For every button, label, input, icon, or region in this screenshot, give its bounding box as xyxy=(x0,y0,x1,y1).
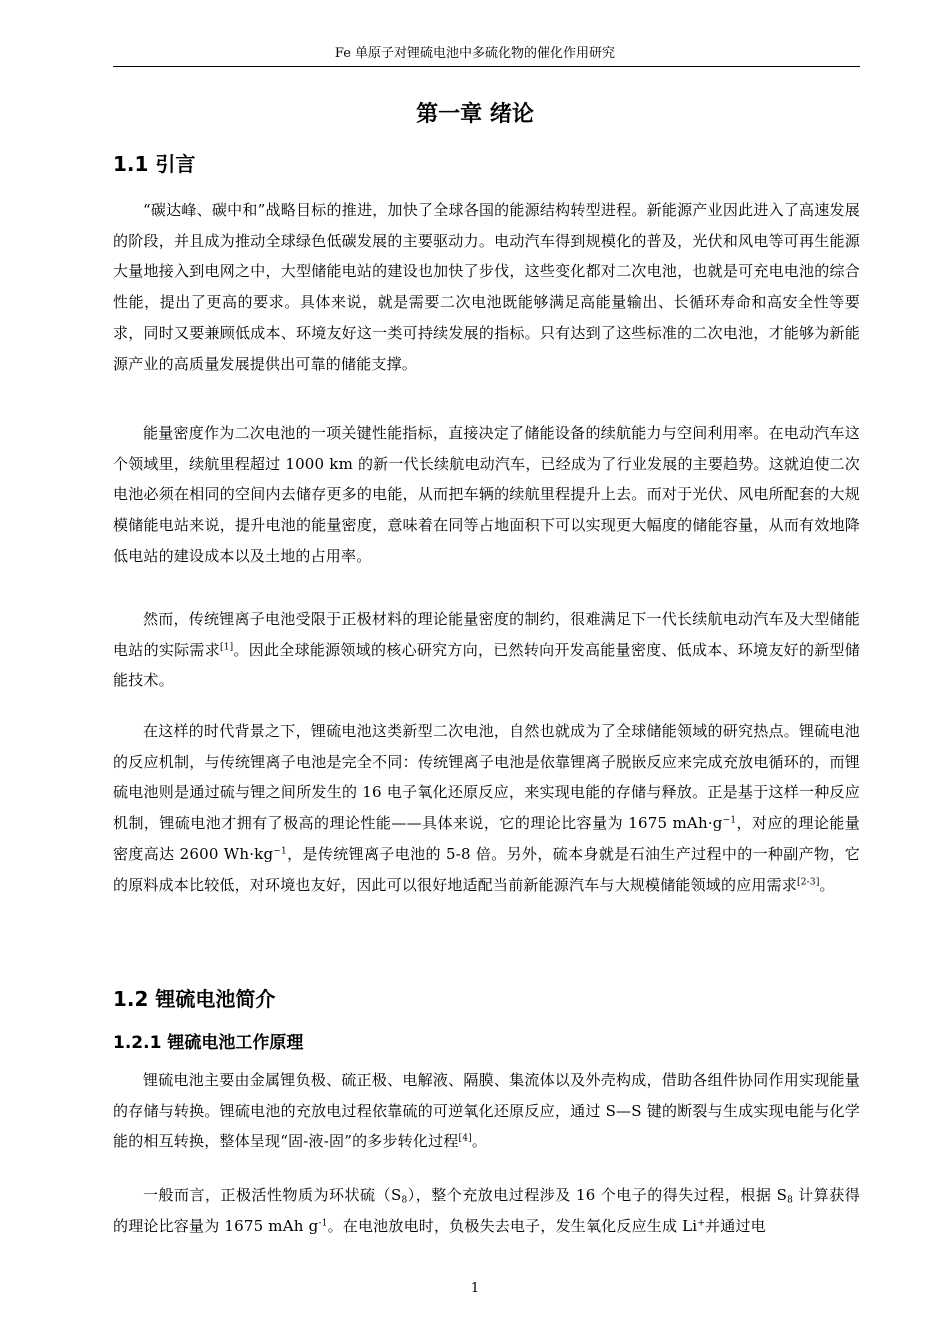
paragraph-2: 能量密度作为二次电池的一项关键性能指标，直接决定了储能设备的续航能力与空间利用率。在电动汽车这个领域里，续航里程超过 1000 km 的新一代长续航电动汽车，已经成为了行业发展的主要趋势。这就迫使二次电池必须在相同的空间内去储存更多的电能，从而把车辆的续航里程提升上去。而对于光伏、风电所配套的大规模储能电站来说，提升电池的能量密度，意味着在同等占地面积下可以实现更大幅度的储能容量，从而有效地降低电站的建设成本以及土地的占用率。 xyxy=(113,424,860,565)
paragraph-4 xyxy=(113,716,860,900)
subscript-8: 8 xyxy=(401,1195,408,1206)
paragraph-4-text: 在这样的时代背景之下，锂硫电池这类新型二次电池，自然也就成为了全球储能领域的研究热点。锂硫电池的反应机制，与传统锂离子电池是完全不同：传统锂离子电池是依靠锂离子脱嵌反应来完成充放电循环的，而锂硫电池则是通过硫与锂之间所发生的 16 电子氧化还原反应，来实现电能的存储与释放。正是基于这样一种反应机制，锂硫电池才拥有了极高的理论性能——具体来说，它的理论比容量为 1675 mAh·g xyxy=(113,722,860,833)
section-heading-1-2: 1.2 锂硫电池简介 xyxy=(113,987,276,1011)
paragraph-4-text-mid2: ，是传统锂离子电池的 5-8 倍。另外，硫本身就是石油生产过程中的一种副产物，它的原料成本比较低，对环境也友好，因此可以很好地适配当前新能源汽车与大规模储能领域的应用需求 xyxy=(113,844,860,894)
chapter-title: 第一章 绪论 xyxy=(416,102,534,127)
paragraph-6-text: ），整个充放电过程涉及 16 个电子的得失过程，根据 S xyxy=(407,1186,788,1204)
paragraph-6-text: 。在电池放电时，负极失去电子，发生氧化反应生成 Li xyxy=(327,1216,698,1235)
paragraph-5 xyxy=(113,1065,860,1157)
citation-1: [1] xyxy=(220,642,234,653)
paragraph-3-text: 然而，传统锂离子电池受限于正极材料的理论能量密度的制约，很难满足下一代长续航电动汽车及大型储能电站的实际需求 xyxy=(113,610,860,659)
paragraph-6-text: 并通过电 xyxy=(705,1216,766,1235)
running-header: Fe 单原子对锂硫电池中多硫化物的催化作用研究 xyxy=(334,46,616,61)
paragraph-3-text-tail: 。因此全球能源领域的核心研究方向，已然转向开发高能量密度、低成本、环境友好的新型储能技术。 xyxy=(113,640,860,690)
unit-exponent: −1 xyxy=(273,846,287,857)
ion-charge: + xyxy=(697,1218,706,1229)
unit-exponent: -1 xyxy=(318,1218,328,1229)
subsection-heading-1-2-1: 1.2.1 锂硫电池工作原理 xyxy=(113,1033,304,1053)
paragraph-5-text: 锂硫电池主要由金属锂负极、硫正极、电解液、隔膜、集流体以及外壳构成，借助各组件协同作用实现能量的存储与转换。锂硫电池的充放电过程依靠硫的可逆氧化还原反应，通过 S—S 键的断裂与生成实现电能与化学能的相互转换，整体呈现“固-液-固”的多步转化过程 xyxy=(113,1071,860,1151)
citation-2-3: [2-3] xyxy=(797,877,820,888)
header-rule xyxy=(113,66,860,67)
paragraph-6 xyxy=(113,1180,860,1241)
subscript-8: 8 xyxy=(787,1195,794,1206)
section-heading-1-1: 1.1 引言 xyxy=(113,152,196,176)
paragraph-6-text: 计算获得的理论比容量为 1675 mAh g xyxy=(113,1186,860,1235)
paragraph-1: “碳达峰、碳中和”战略目标的推进，加快了全球各国的能源结构转型进程。新能源产业因此进入了高速发展的阶段，并且成为推动全球绿色低碳发展的主要驱动力。电动汽车得到规模化的普及，光伏和风电等可再生能源大量地接入到电网之中，大型储能电站的建设也加快了步伐，这些变化都对二次电池，也就是可充电电池的综合性能，提出了更高的要求。具体来说，就是需要二次电池既能够满足高能量输出、长循环寿命和高安全性等要求，同时又要兼顾低成本、环境友好这一类可持续发展的指标。只有达到了这些标准的二次电池，才能够为新能源产业的高质量发展提供出可靠的储能支撑。 xyxy=(113,201,860,373)
paragraph-5-text-tail: 。 xyxy=(471,1132,488,1151)
page-number: 1 xyxy=(470,1281,480,1296)
paragraph-6-text: 一般而言，正极活性物质为环状硫（S xyxy=(143,1186,402,1204)
paragraph-4-text-mid: ，对应的理论能量密度高达 2600 Wh·kg xyxy=(113,814,860,863)
paragraph-4-text-tail: 。 xyxy=(819,875,835,894)
citation-4: [4] xyxy=(458,1134,472,1145)
paragraph-3 xyxy=(113,604,860,696)
unit-exponent: −1 xyxy=(722,815,737,826)
